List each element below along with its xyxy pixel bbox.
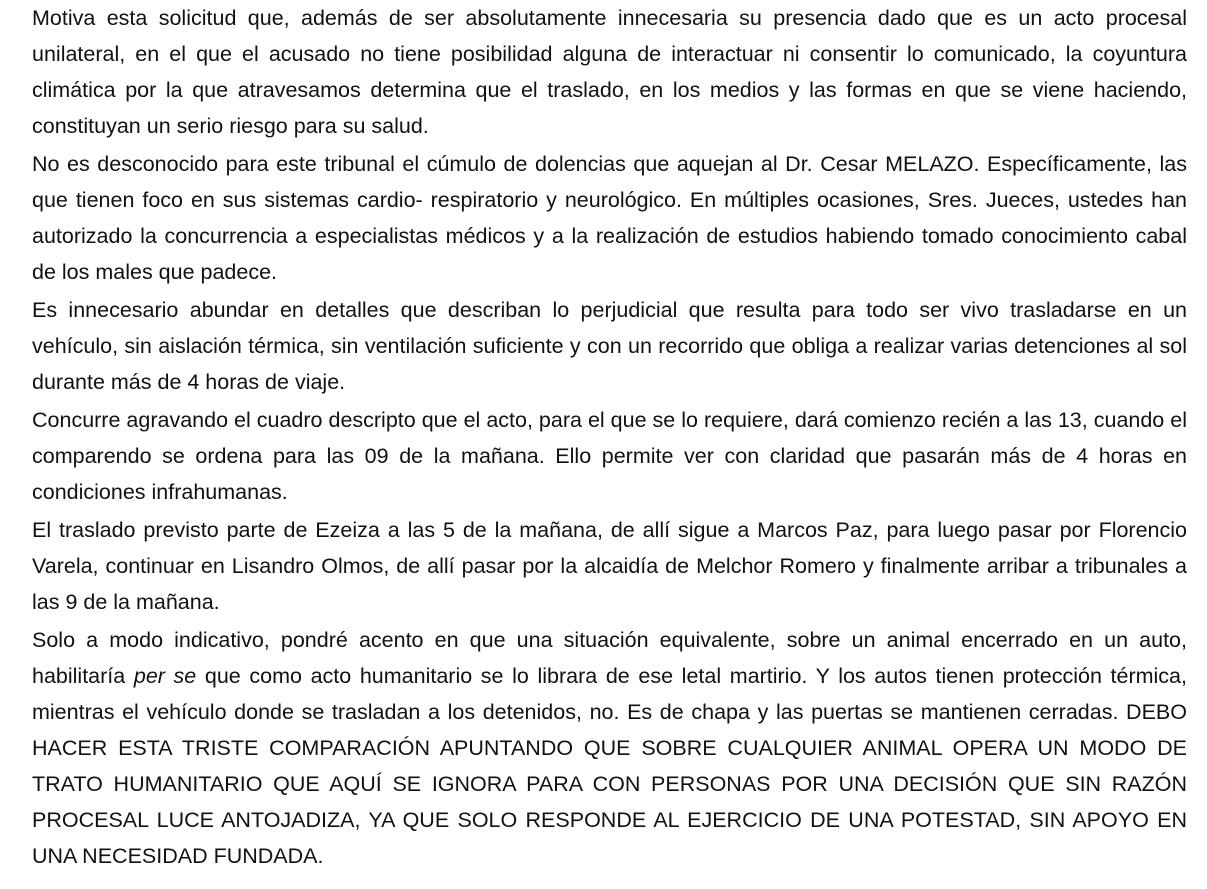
paragraph-schedule: Concurre agravando el cuadro descripto que el acto, para el que se lo requiere, dará comienzo recién a las 13, cuando el comparendo se ordena para las 09 de la mañana. Ello permite ver con claridad que pasarán más de 4 horas en condiciones infrahumanas. (32, 408, 1187, 504)
paragraph-text-before-italic: Solo a modo indicativo, pondré acento en que una situación equivalente, sobre un animal encerrado en un auto, habilitaría (32, 628, 1187, 688)
paragraph-ailments: No es desconocido para este tribunal el cúmulo de dolencias que aquejan al Dr. Cesar MELAZO. Específicamente, las que tienen foco en sus sistemas cardio- respiratorio y neurológico. En múltiples ocasiones, Sres. Jueces, ustedes han autorizado la concurrencia a especialistas médicos y a la realización de estudios habiendo tomado conocimiento cabal de los males que padece. (32, 152, 1187, 284)
paragraph-animal-comparison (32, 622, 1187, 874)
paragraph-vehicle-conditions: Es innecesario abundar en detalles que describan lo perjudicial que resulta para todo ser vivo trasladarse en un vehículo, sin aislación térmica, sin ventilación suficiente y con un recorrido que obliga a realizar varias detenciones al sol durante más de 4 horas de viaje. (32, 298, 1187, 394)
italic-latin-phrase: per se (133, 664, 197, 688)
paragraph-text-after-italic: que como acto humanitario se lo librara de ese letal martirio. Y los autos tienen protección térmica, mientras el vehículo donde se trasladan a los detenidos, no. Es de chapa y las puertas se mantienen cerradas. DEBO HACER ESTA TRISTE COMPARACIÓN APUNTANDO QUE SOBRE CUALQUIER ANIMAL OPERA UN MODO DE TRATO HUMANITARIO QUE AQUÍ SE IGNORA PARA CON PERSONAS POR UNA DECISIÓN QUE SIN RAZÓN PROCESAL LUCE ANTOJADIZA, YA QUE SOLO RESPONDE AL EJERCICIO DE UNA POTESTAD, SIN APOYO EN UNA NECESIDAD FUNDADA. (32, 664, 1187, 868)
paragraph-route: El traslado previsto parte de Ezeiza a las 5 de la mañana, de allí sigue a Marcos Paz, para luego pasar por Florencio Varela, continuar en Lisandro Olmos, de allí pasar por la alcaidía de Melchor Romero y finalmente arribar a tribunales a las 9 de la mañana. (32, 518, 1187, 614)
paragraph-motivation: Motiva esta solicitud que, además de ser absolutamente innecesaria su presencia dado que es un acto procesal unilateral, en el que el acusado no tiene posibilidad alguna de interactuar ni consentir lo comunicado, la coyuntura climática por la que atravesamos determina que el traslado, en los medios y las formas en que se viene haciendo, constituyan un serio riesgo para su salud. (32, 6, 1187, 138)
